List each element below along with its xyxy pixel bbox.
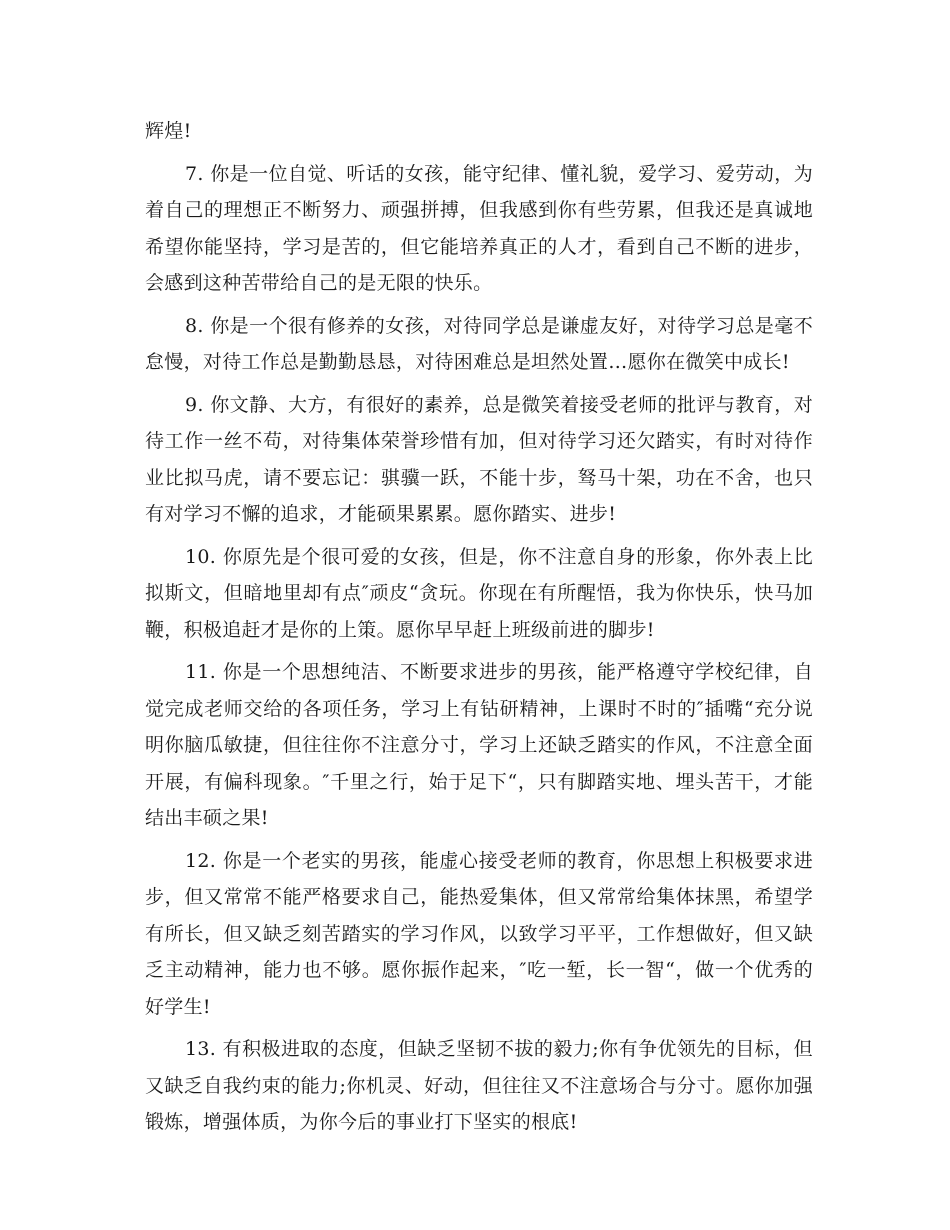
paragraph-item-10: 10. 你原先是个很可爱的女孩，但是，你不注意自身的形象，你外表上比拟斯文，但暗地里却有点″顽皮“贪玩。你现在有所醒悟，我为你快乐，快马加鞭，积极追赶才是你的上策。愿你早早赶上班级前进的脚步! (145, 545, 813, 641)
paragraph-item-12: 12. 你是一个老实的男孩，能虚心接受老师的教育，你思想上积极要求进步，但又常常不能严格要求自己，能热爱集体，但又常常给集体抹黑，希望学有所长，但又缺乏刻苦踏实的学习作风，以致学习平平，工作想做好，但又缺乏主动精神，能力也不够。愿你振作起来，″吃一堑，长一智“，做一个优秀的好学生! (145, 849, 813, 1018)
paragraph-item-11: 11. 你是一个思想纯洁、不断要求进步的男孩，能严格遵守学校纪律，自觉完成老师交给的各项任务，学习上有钻研精神，上课时不时的″插嘴“充分说明你脑瓜敏捷，但往往你不注意分寸，学习上还缺乏踏实的作风，不注意全面开展，有偏科现象。″千里之行，始于足下“，只有脚踏实地、埋头苦干，才能结出丰硕之果! (145, 661, 813, 829)
paragraph-item-9: 9. 你文静、大方，有很好的素养，总是微笑着接受老师的批评与教育，对待工作一丝不苟，对待集体荣誉珍惜有加，但对待学习还欠踏实，有时对待作业比拟马虎，请不要忘记：骐骥一跃，不能十步，驽马十架，功在不舍，也只有对学习不懈的追求，才能硕果累累。愿你踏实、进步! (145, 393, 813, 525)
paragraph-item-8: 8. 你是一个很有修养的女孩，对待同学总是谦虚友好，对待学习总是毫不怠慢，对待工作总是勤勤恳恳，对待困难总是坦然处置…愿你在微笑中成长! (145, 314, 813, 373)
paragraph-continuation: 辉煌! (145, 120, 192, 142)
document-body (145, 113, 813, 1147)
paragraph-item-13: 13. 有积极进取的态度，但缺乏坚韧不拔的毅力;你有争优领先的目标，但又缺乏自我约束的能力;你机灵、好动，但往往又不注意场合与分寸。愿你加强锻炼，增强体质，为你今后的事业打下坚实的根底! (145, 1038, 813, 1133)
paragraph-item-7: 7. 你是一位自觉、听话的女孩，能守纪律、懂礼貌，爱学习、爱劳动，为着自己的理想正不断努力、顽强拼搏，但我感到你有些劳累，但我还是真诚地希望你能坚持，学习是苦的，但它能培养真正的人才，看到自己不断的进步，会感到这种苦带给自己的是无限的快乐。 (145, 162, 813, 294)
